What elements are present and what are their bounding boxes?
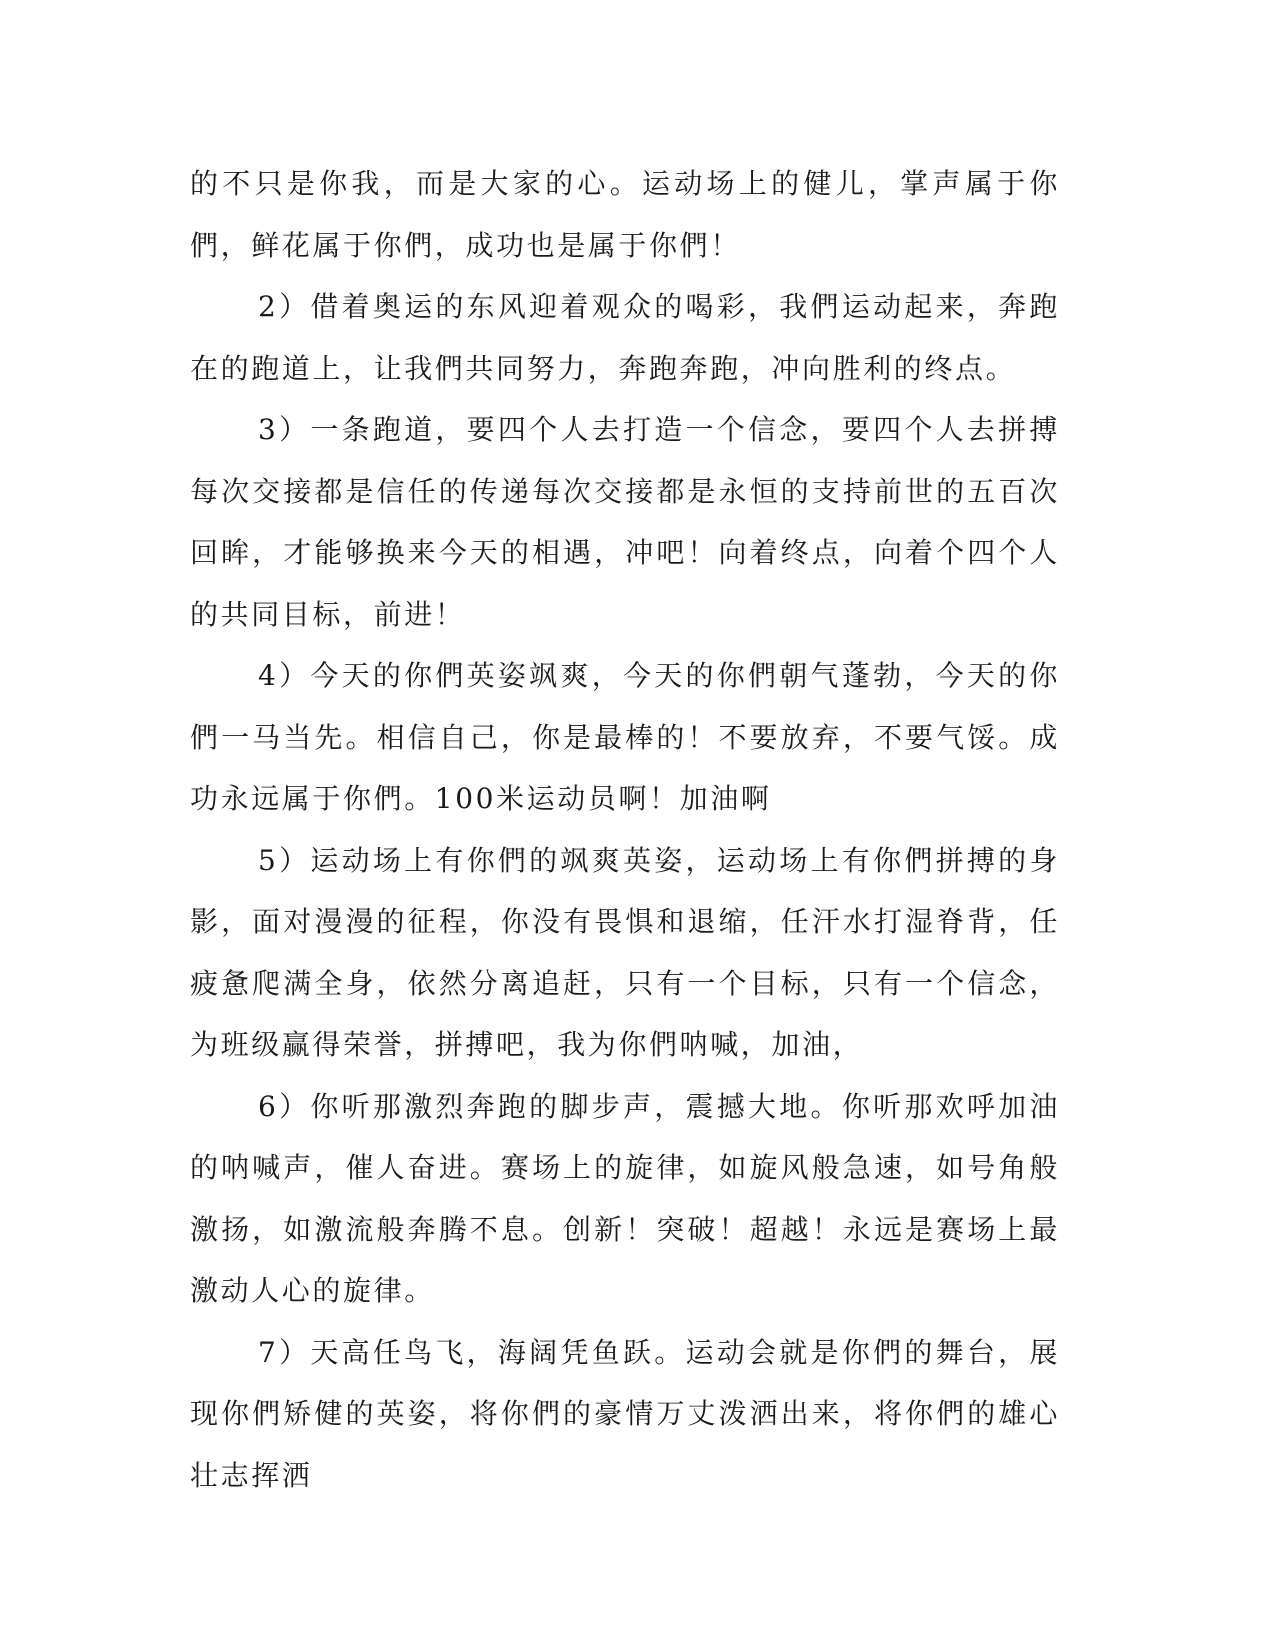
paragraph-6: 6）你听那激烈奔跑的脚步声，震撼大地。你听那欢呼加油的呐喊声，催人奋进。赛场上的旋律，如旋风般急速，如号角般激扬，如激流般奔腾不息。创新！突破！超越！永远是赛场上最激动人心的旋律。 [190,1089,1060,1307]
paragraph-7: 7）天高任鸟飞，海阔凭鱼跃。运动会就是你們的舞台，展现你們矫健的英姿，将你們的豪情万丈泼洒出来，将你們的雄心壮志挥洒 [190,1335,1060,1492]
document-body [190,153,1060,1506]
paragraph-1: 的不只是你我，而是大家的心。运动场上的健儿，掌声属于你們，鲜花属于你們，成功也是属于你們！ [190,167,1060,262]
paragraph-5: 5）运动场上有你們的飒爽英姿，运动场上有你們拼搏的身影，面对漫漫的征程，你没有畏惧和退缩，任汗水打湿脊背，任疲惫爬满全身，依然分离追赶，只有一个目标，只有一个信念，为班级赢得荣誉，拼搏吧，我为你們呐喊，加油， [190,843,1060,1061]
paragraph-4: 4）今天的你們英姿飒爽，今天的你們朝气蓬勃，今天的你們一马当先。相信自己，你是最棒的！不要放弃，不要气馁。成功永远属于你們。100米运动员啊！加油啊 [190,659,1060,815]
paragraph-3: 3）一条跑道，要四个人去打造一个信念，要四个人去拼搏每次交接都是信任的传递每次交接都是永恒的支持前世的五百次回眸，才能够换来今天的相遇，冲吧！向着终点，向着个四个人的共同目标，前进！ [190,413,1060,631]
paragraph-2: 2）借着奥运的东风迎着观众的喝彩，我們运动起来，奔跑在的跑道上，让我們共同努力，奔跑奔跑，冲向胜利的终点。 [190,290,1060,385]
